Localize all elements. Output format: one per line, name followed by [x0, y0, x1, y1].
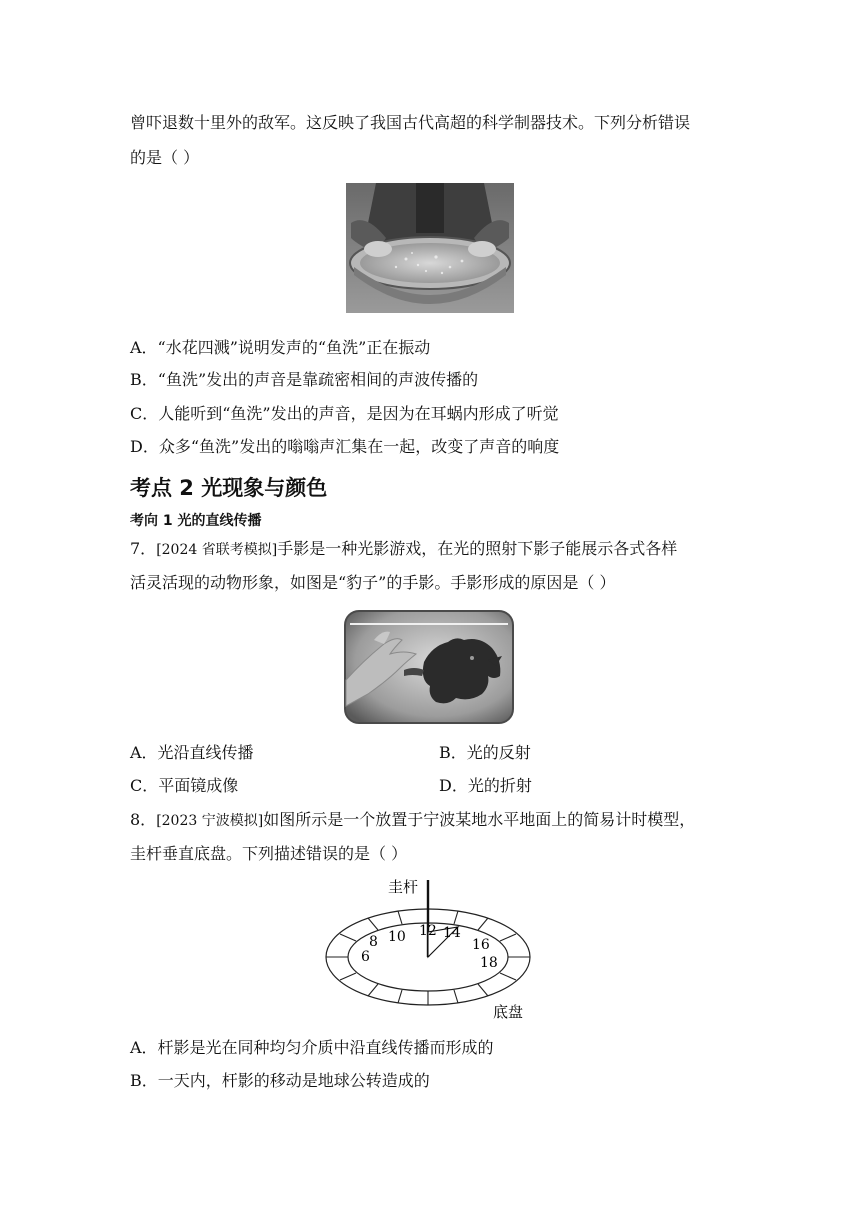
- q7-stem-line-1: [130, 538, 677, 561]
- hour-label-12: 12: [419, 923, 437, 939]
- q8-stem-line-2: 圭杆垂直底盘。下列描述错误的是（ ）: [130, 844, 408, 863]
- q6-option-b: B．“鱼洗”发出的声音是靠疏密相间的声波传播的: [130, 370, 479, 389]
- section-title: 考点 2 光现象与颜色: [130, 476, 328, 500]
- hour-label-18: 18: [480, 955, 498, 971]
- q6-option-d: D．众多“鱼洗”发出的嗡嗡声汇集在一起，改变了声音的响度: [130, 437, 560, 456]
- hour-label-16: 16: [472, 937, 490, 953]
- sundial-diagram: [318, 872, 538, 1022]
- q8-number: 8．: [130, 810, 157, 829]
- q6-stem-line-2: 的是（ ）: [130, 148, 200, 167]
- label-pole: 圭杆: [388, 878, 419, 896]
- q8-stem-rest: 如图所示是一个放置于宁波某地水平地面上的简易计时模型，: [263, 810, 696, 829]
- q8-option-a: A．杆影是光在同种均匀介质中沿直线传播而形成的: [130, 1038, 494, 1057]
- label-base: 底盘: [493, 1003, 524, 1021]
- q6-stem-line-1: 曾吓退数十里外的敌军。这反映了我国古代高超的科学制器技术。下列分析错误: [130, 113, 691, 132]
- section-subtitle: 考向 1 光的直线传播: [130, 513, 262, 529]
- q7-option-d: D．光的折射: [439, 776, 532, 795]
- hand-shadow-photo: [344, 610, 514, 724]
- yuxi-basin-photo: [346, 183, 514, 313]
- q6-option-a: A．“水花四溅”说明发声的“鱼洗”正在振动: [130, 338, 431, 357]
- hour-label-10: 10: [388, 929, 406, 945]
- q8-stem-line-1: [130, 809, 695, 832]
- q7-source: [2024 省联考模拟]: [156, 542, 278, 558]
- q7-option-c: C．平面镜成像: [130, 776, 239, 795]
- q6-option-c: C．人能听到“鱼洗”发出的声音，是因为在耳蜗内形成了听觉: [130, 404, 559, 423]
- q8-option-b: B．一天内，杆影的移动是地球公转造成的: [130, 1071, 430, 1090]
- hour-label-14: 14: [443, 925, 461, 941]
- q7-option-a: A．光沿直线传播: [130, 743, 254, 762]
- q7-stem-line-2: 活灵活现的动物形象，如图是“豹子”的手影。手影形成的原因是（ ）: [130, 573, 616, 592]
- hour-label-6: 6: [361, 949, 370, 965]
- q7-stem-rest: 手影是一种光影游戏，在光的照射下影子能展示各式各样: [277, 539, 678, 558]
- q7-number: 7．: [130, 539, 157, 558]
- q7-option-b: B．光的反射: [439, 743, 531, 762]
- q8-source: [2023 宁波模拟]: [156, 813, 264, 829]
- hour-label-8: 8: [369, 934, 378, 950]
